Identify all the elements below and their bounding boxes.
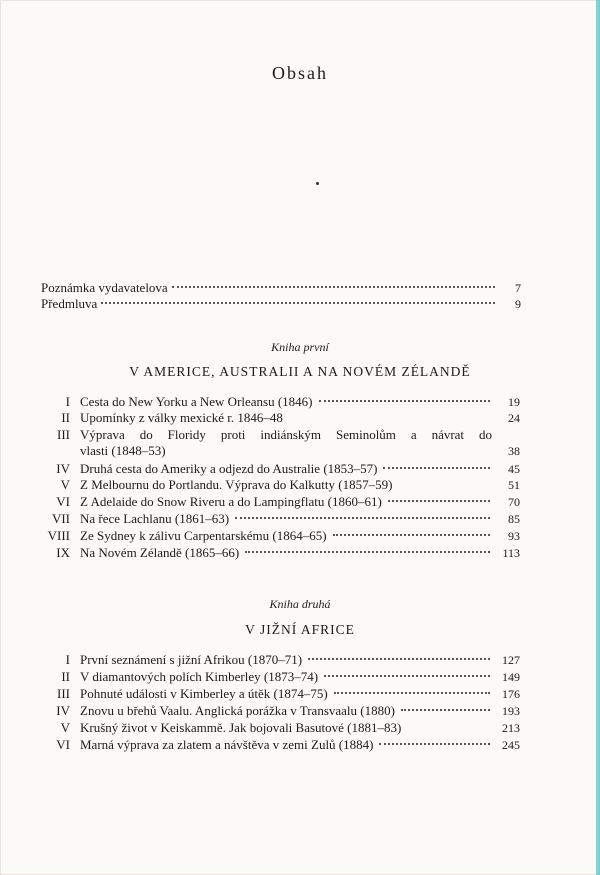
chapter-page: 245 (502, 738, 520, 752)
chapter-title: Ze Sydney k zálivu Carpentarskému (1864–65) (80, 528, 327, 543)
book-two-title: V JIŽNÍ AFRICE (245, 622, 355, 637)
chapter-row[interactable] (40, 477, 520, 494)
dot-leader (334, 692, 490, 694)
chapter-number: VIII (47, 528, 70, 543)
chapter-page: 127 (502, 653, 520, 667)
dot-leader (379, 743, 490, 745)
book-two-label: Kniha druhá (269, 597, 331, 611)
chapter-title: Z Adelaide do Snow Riveru a do Lampingflatu (1860–61) (80, 494, 382, 509)
chapter-title: Druhá cesta do Ameriky a odjezd do Australie (1853–57) (80, 461, 378, 476)
dot-leader (245, 551, 490, 553)
chapter-title: Výprava do Floridy proti indiánským Seminolům a návrat do (80, 427, 492, 442)
ornament-dot (316, 182, 319, 185)
chapter-row[interactable] (40, 703, 520, 720)
chapter-title: První seznámení s jižní Afrikou (1870–71) (80, 652, 303, 667)
chapter-row[interactable] (40, 394, 520, 411)
chapter-number: VII (51, 511, 70, 526)
dot-leader (319, 400, 490, 402)
chapter-page: 51 (508, 478, 520, 492)
chapter-title: Cesta do New Yorku a New Orleansu (1846) (80, 394, 313, 409)
chapter-title: Marná výprava za zlatem a návštěva v zemi Zulů (1884) (80, 737, 374, 752)
chapter-number: V (60, 720, 70, 735)
chapter-page: 70 (508, 495, 520, 509)
chapter-title: Znovu u břehů Vaalu. Anglická porážka v Transvaalu (1880) (80, 703, 395, 718)
chapter-page: 213 (502, 721, 520, 735)
chapter-title: Z Melbournu do Portlandu. Výprava do Kalkutty (1857–59) (80, 477, 393, 492)
dot-leader (388, 500, 490, 502)
chapter-row[interactable] (40, 461, 520, 478)
dot-leader (308, 658, 490, 660)
chapter-page: 19 (508, 395, 520, 409)
entry-text: Poznámka vydavatelova (41, 280, 168, 295)
chapter-page: 24 (508, 411, 520, 425)
entry-text: Předmluva (41, 296, 98, 311)
chapter-title: Upomínky z války mexické r. 1846–48 (80, 410, 283, 425)
chapter-number: VI (56, 737, 70, 752)
chapter-page: 193 (502, 704, 520, 718)
chapter-row[interactable] (40, 720, 520, 737)
chapter-number: III (57, 686, 70, 701)
dot-leader (333, 534, 490, 536)
chapter-title: Na řece Lachlanu (1861–63) (80, 511, 230, 526)
book-one-label: Kniha první (271, 340, 329, 354)
chapter-page: 38 (508, 443, 520, 458)
chapter-number: V (60, 477, 70, 492)
chapter-page: 113 (502, 546, 520, 560)
chapter-row[interactable] (40, 737, 520, 754)
chapter-row[interactable] (40, 545, 520, 562)
toc-entry-preface[interactable] (41, 288, 521, 312)
book-one-title: V AMERICE, AUSTRALII A NA NOVÉM ZÉLANDĚ (129, 364, 471, 379)
chapter-title: Krušný život v Keiskammě. Jak bojovali Basutové (1881–83) (80, 720, 402, 735)
chapter-number: II (61, 669, 70, 684)
page-title: Obsah (272, 63, 328, 83)
chapter-number: I (65, 652, 70, 667)
chapter-page: 45 (508, 462, 520, 476)
chapter-number: I (65, 394, 70, 409)
chapter-number: IV (56, 703, 70, 718)
chapter-page: 85 (508, 512, 520, 526)
chapter-row[interactable] (40, 669, 520, 686)
scan-edge (596, 0, 600, 875)
chapter-page: 93 (508, 529, 520, 543)
chapter-title: V diamantových polích Kimberley (1873–74) (80, 669, 319, 684)
chapter-title-continued: vlasti (1848–53) (80, 442, 166, 458)
chapter-number: VI (56, 494, 70, 509)
dot-leader (401, 709, 490, 711)
chapter-title: Pohnuté události v Kimberley a útěk (1874–75) (80, 686, 328, 701)
chapter-row[interactable] (40, 528, 520, 545)
chapter-page: 176 (502, 687, 520, 701)
chapter-number: II (61, 410, 70, 425)
chapter-number: III (57, 427, 70, 442)
chapter-row[interactable] (40, 652, 520, 669)
entry-page: 7 (515, 281, 521, 295)
chapter-row[interactable] (40, 427, 520, 459)
dot-leader (383, 467, 490, 469)
chapter-row[interactable] (40, 686, 520, 703)
chapter-title: Na Novém Zélandě (1865–66) (80, 545, 240, 560)
chapter-number: IX (56, 545, 70, 560)
chapter-row[interactable] (40, 511, 520, 528)
dot-leader (101, 302, 495, 304)
dot-leader (324, 675, 490, 677)
chapter-page: 149 (502, 670, 520, 684)
chapter-row[interactable] (40, 410, 520, 427)
chapter-number: IV (56, 461, 70, 476)
chapter-row[interactable] (40, 494, 520, 511)
dot-leader (235, 517, 490, 519)
entry-page: 9 (515, 297, 521, 311)
